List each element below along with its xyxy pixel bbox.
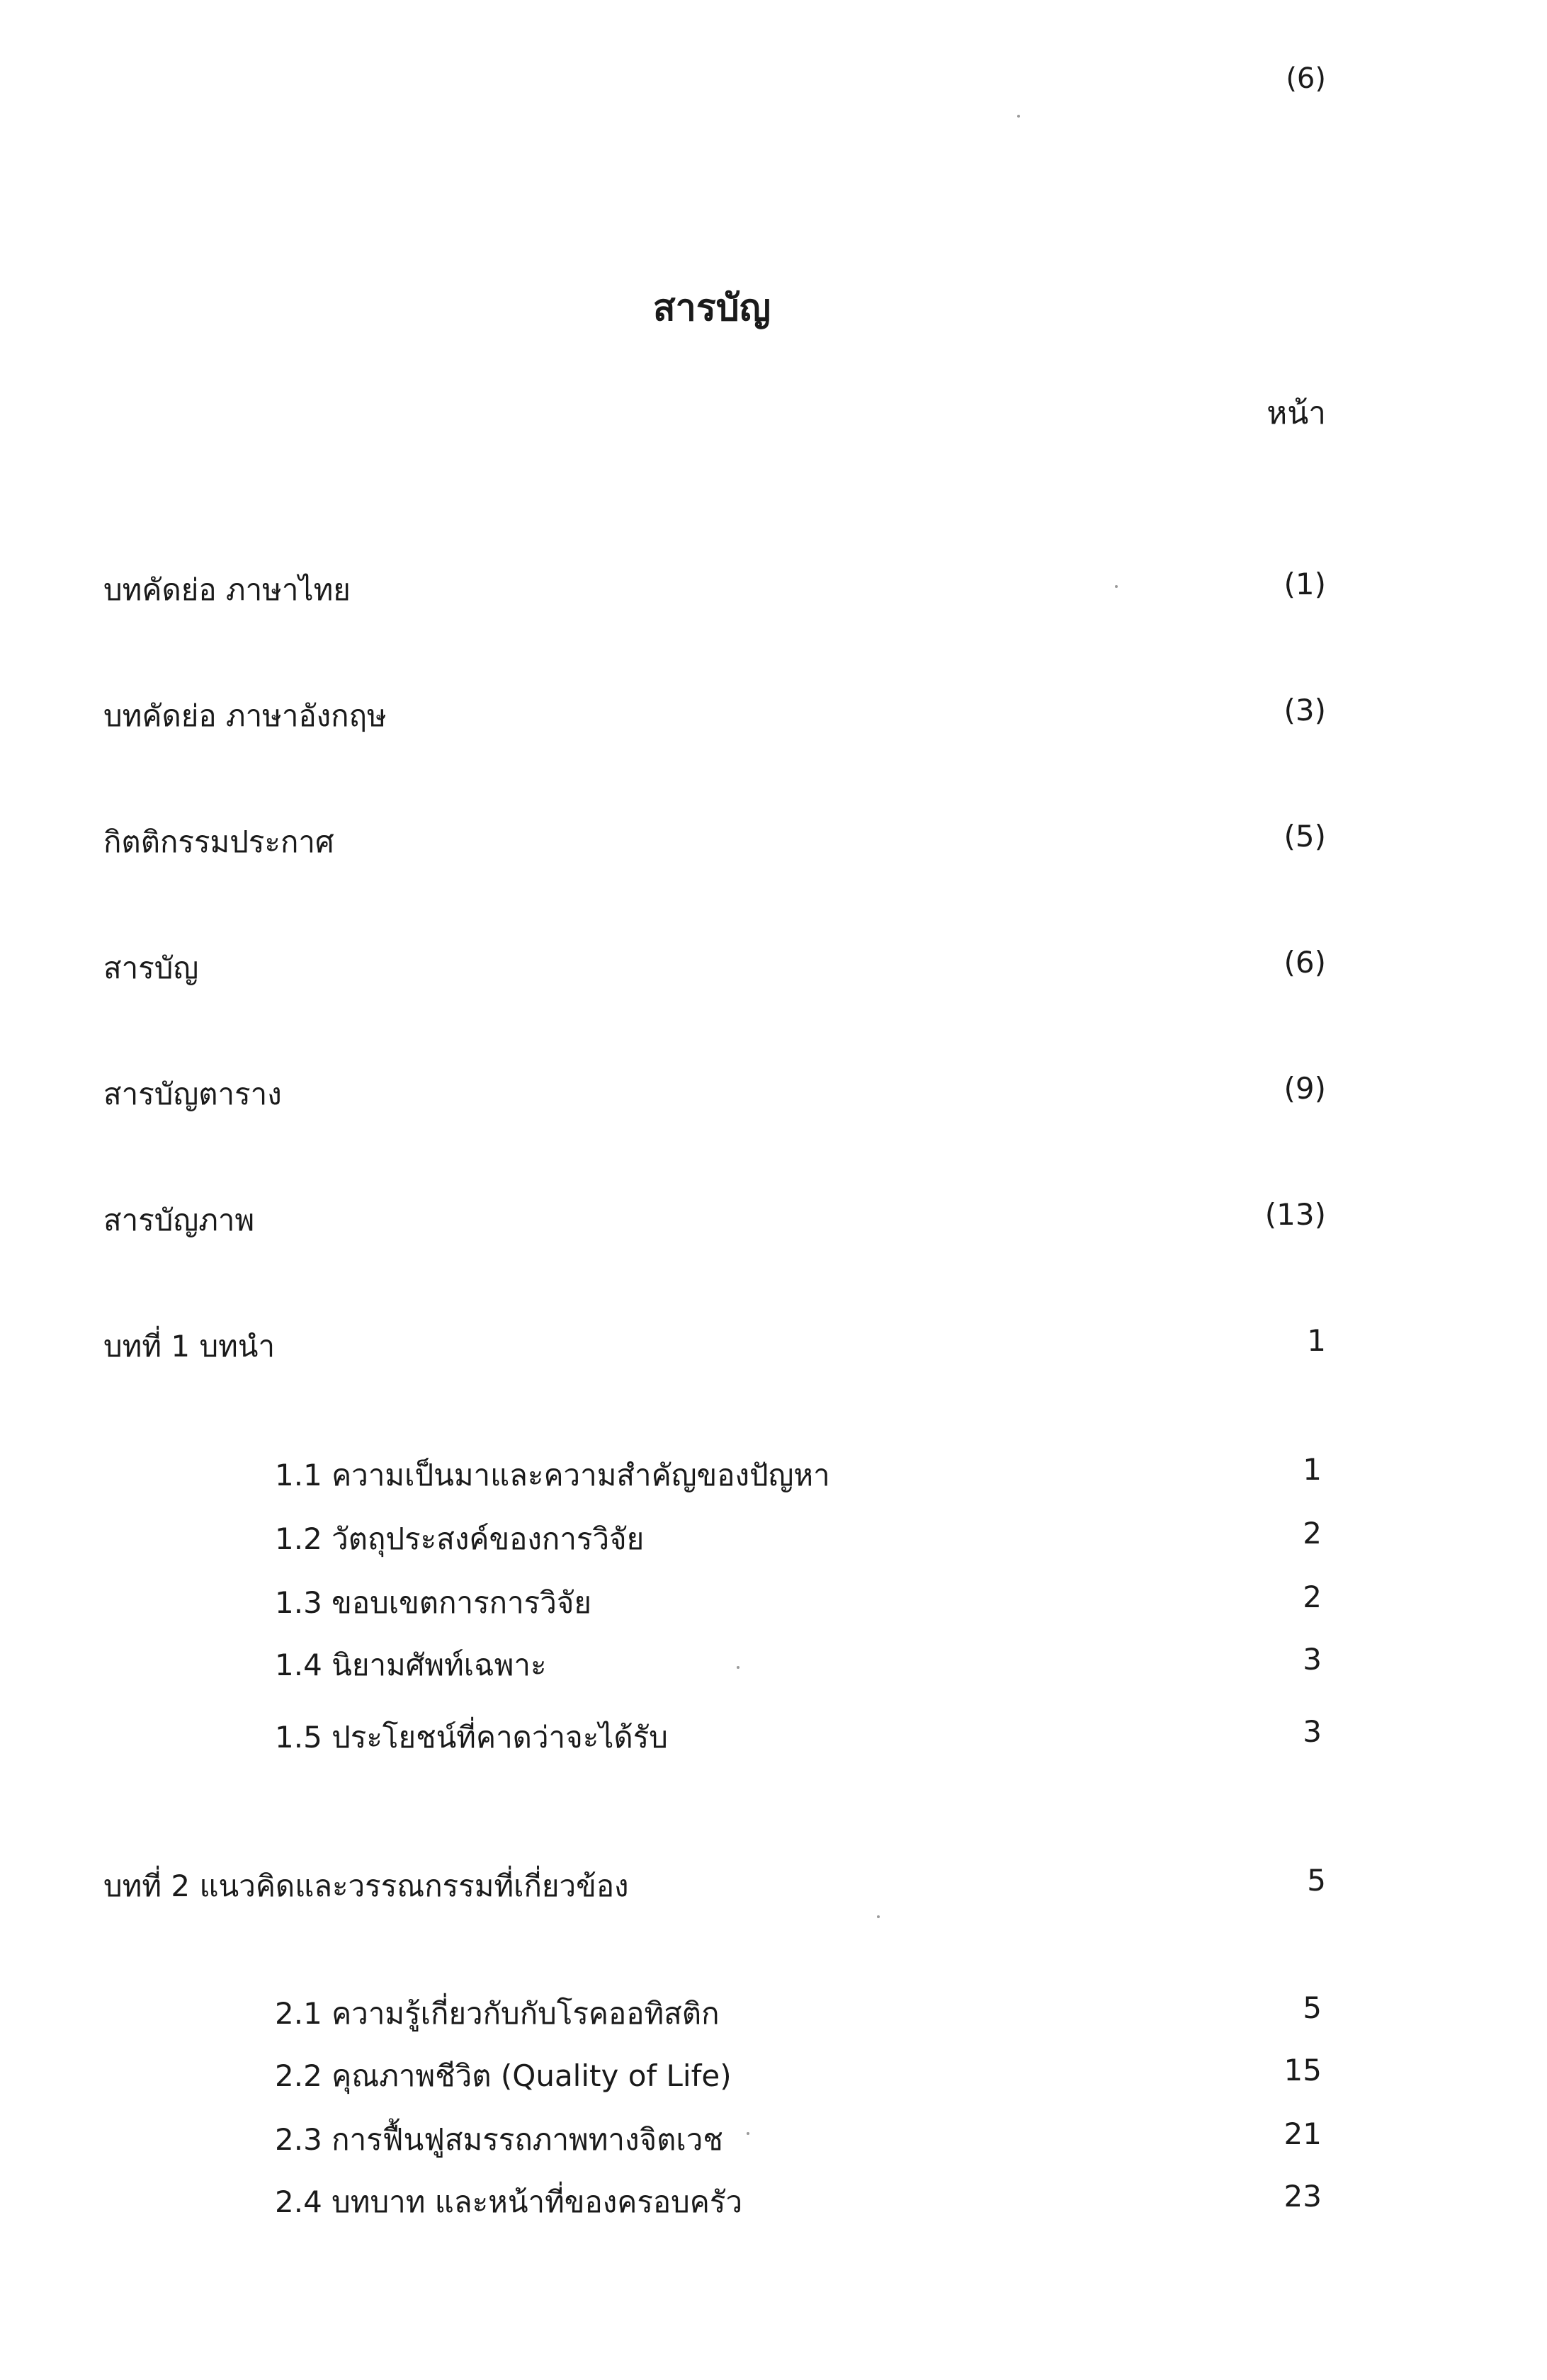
scan-speck xyxy=(747,2132,749,2135)
toc-entry-label: 1.3 ขอบเขตการการวิจัย xyxy=(275,1585,592,1620)
toc-entry-label: 1.2 วัตถุประสงค์ของการวิจัย xyxy=(275,1522,645,1556)
toc-entry-label: สารบัญภาพ xyxy=(103,1203,255,1237)
toc-entry-page: (3) xyxy=(1284,693,1326,727)
toc-entry-label: 2.2 คุณภาพชีวิต (Quality of Life) xyxy=(275,2058,732,2093)
toc-entry-page: 1 xyxy=(1303,1452,1322,1487)
toc-entry-label: 1.4 นิยามศัพท์เฉพาะ xyxy=(275,1648,547,1682)
toc-entry-page: 3 xyxy=(1303,1714,1322,1749)
toc-entry-label: สารบัญ xyxy=(103,951,199,985)
toc-entry-page: (13) xyxy=(1264,1197,1326,1232)
page-title: สารบัญ xyxy=(652,287,771,329)
toc-entry-label: 2.3 การฟื้นฟูสมรรถภาพทางจิตเวช xyxy=(275,2122,723,2157)
toc-entry-label: บทคัดย่อ ภาษาอังกฤษ xyxy=(103,698,387,733)
toc-entry-page: 21 xyxy=(1284,2116,1322,2151)
toc-entry-label: บทที่ 2 แนวคิดและวรรณกรรมที่เกี่ยวข้อง xyxy=(103,1869,629,1903)
page-number: (6) xyxy=(1286,62,1326,95)
toc-entry-label: สารบัญตาราง xyxy=(103,1077,282,1111)
toc-entry-page: (6) xyxy=(1284,945,1326,980)
scan-speck xyxy=(737,1666,740,1669)
scan-speck xyxy=(877,1915,880,1918)
toc-entry-page: 15 xyxy=(1284,2053,1322,2087)
toc-entry-page: 2 xyxy=(1303,1516,1322,1551)
toc-entry-page: 5 xyxy=(1307,1863,1326,1898)
toc-entry-page: (9) xyxy=(1284,1071,1326,1106)
toc-entry-label: บทที่ 1 บทนำ xyxy=(103,1329,276,1364)
toc-entry-label: 1.5 ประโยชน์ที่คาดว่าจะได้รับ xyxy=(275,1720,668,1755)
toc-entry-label: 2.4 บทบาท และหน้าที่ของครอบครัว xyxy=(275,2184,743,2219)
scan-speck xyxy=(1017,115,1020,118)
toc-entry-page: (5) xyxy=(1284,819,1326,854)
scan-speck xyxy=(1115,585,1118,588)
toc-entry-page: (1) xyxy=(1284,567,1326,601)
page-column-header: หน้า xyxy=(1266,395,1326,431)
toc-entry-label: กิตติกรรมประกาศ xyxy=(103,824,334,859)
toc-entry-page: 3 xyxy=(1303,1642,1322,1677)
toc-entry-label: บทคัดย่อ ภาษาไทย xyxy=(103,572,351,607)
toc-entry-label: 1.1 ความเป็นมาและความสำคัญของปัญหา xyxy=(275,1458,830,1492)
toc-entry-page: 1 xyxy=(1307,1323,1326,1358)
toc-entry-page: 5 xyxy=(1303,1990,1322,2025)
toc-entry-page: 2 xyxy=(1303,1580,1322,1614)
toc-entry-label: 2.1 ความรู้เกี่ยวกับกับโรคออทิสติก xyxy=(275,1996,720,2031)
toc-entry-page: 23 xyxy=(1284,2179,1322,2214)
